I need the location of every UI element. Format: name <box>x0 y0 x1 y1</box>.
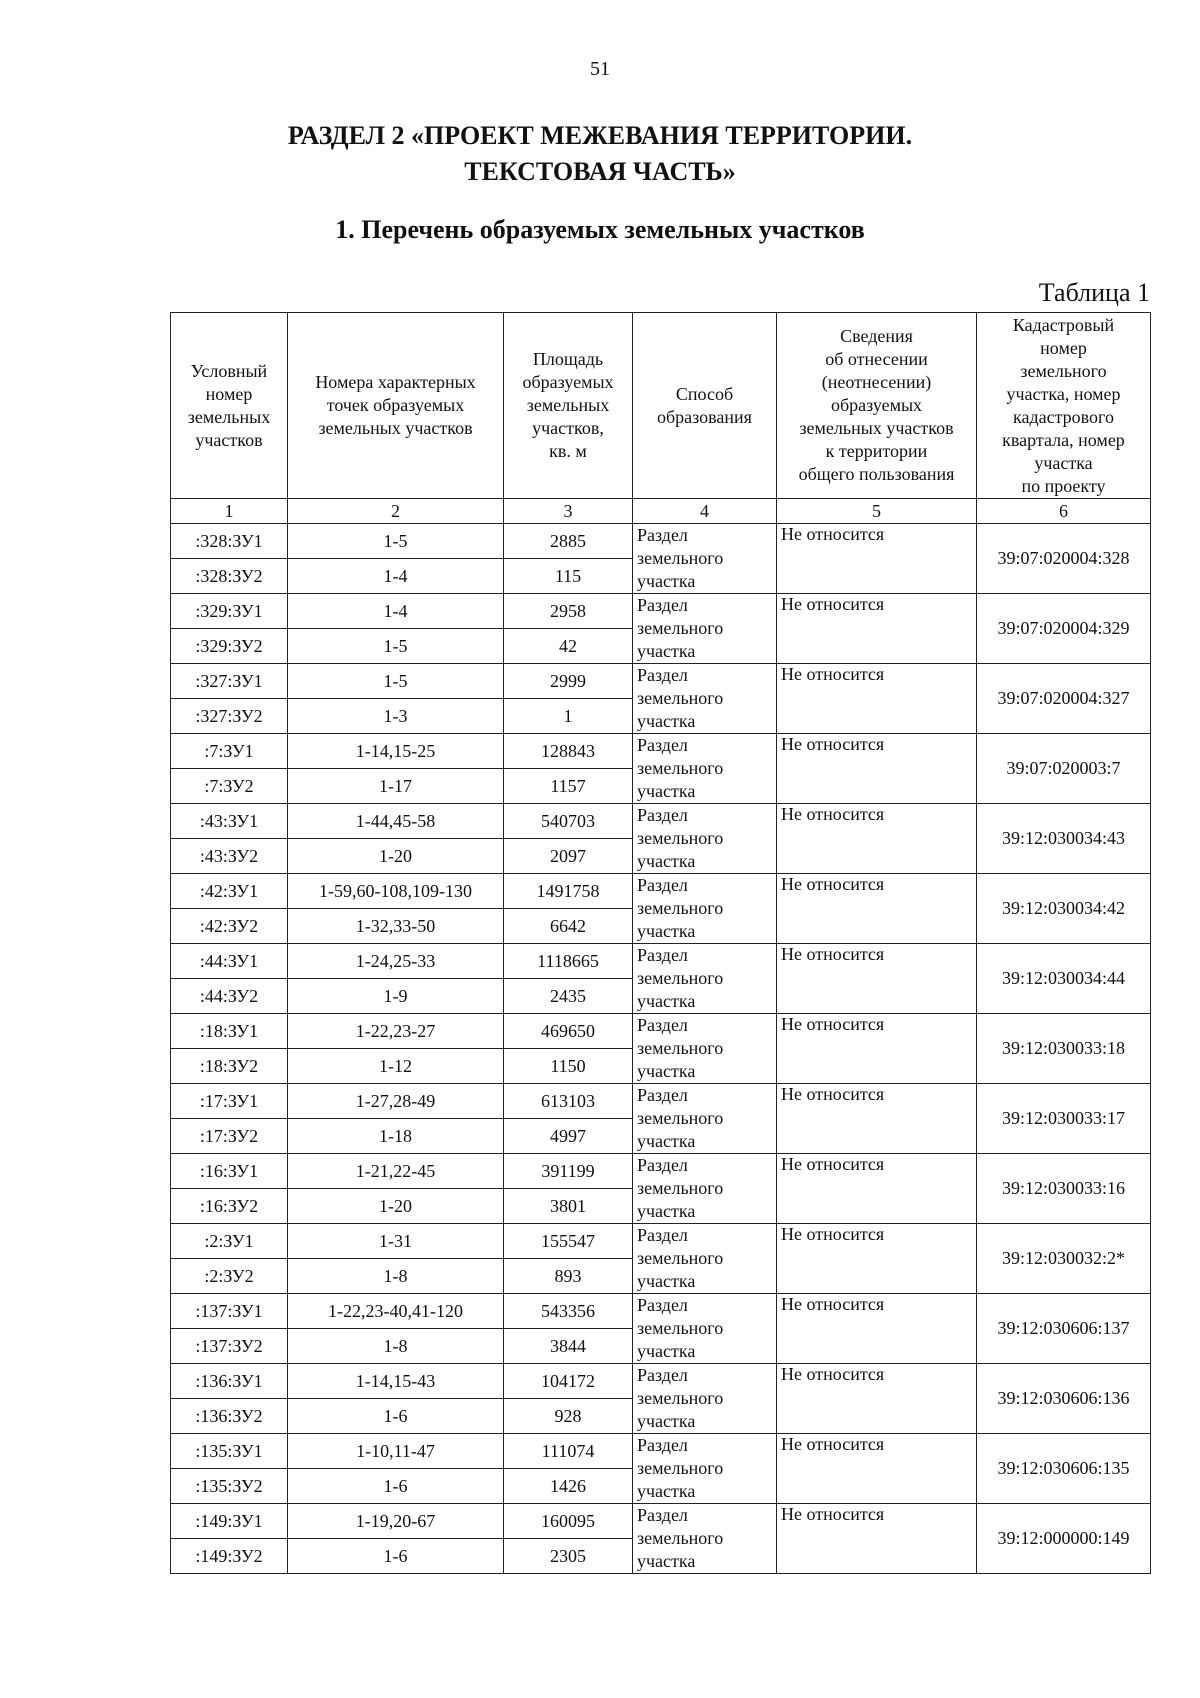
header-characteristic-points <box>288 313 504 499</box>
plot-id-cell: :135:ЗУ2 <box>171 1469 288 1504</box>
area-cell: 111074 <box>504 1434 633 1469</box>
points-cell: 1-19,20-67 <box>288 1504 504 1539</box>
formation-method-cell <box>633 1434 777 1504</box>
header-line: Способ <box>675 383 734 404</box>
area-cell: 155547 <box>504 1224 633 1259</box>
cadastral-number-cell: 39:12:030034:44 <box>977 944 1151 1014</box>
formation-method-line: участка <box>637 1131 696 1151</box>
area-cell: 4997 <box>504 1119 633 1154</box>
plot-id-cell: :136:ЗУ2 <box>171 1399 288 1434</box>
page-number: 51 <box>590 58 610 80</box>
area-cell: 2097 <box>504 839 633 874</box>
formation-method-cell <box>633 524 777 594</box>
column-number: 3 <box>504 499 633 524</box>
points-cell: 1-6 <box>288 1469 504 1504</box>
public-territory-status-cell: Не относится <box>777 524 977 594</box>
formation-method-line: Раздел <box>637 735 688 755</box>
area-cell: 1150 <box>504 1049 633 1084</box>
header-line: (неотнесении) <box>821 372 932 392</box>
column-number: 4 <box>633 499 777 524</box>
column-number-row <box>171 499 1151 524</box>
area-cell: 2999 <box>504 664 633 699</box>
formation-method-line: участка <box>637 781 696 801</box>
formation-method-line: земельного <box>637 618 724 638</box>
points-cell: 1-8 <box>288 1329 504 1364</box>
plot-id-cell: :18:ЗУ2 <box>171 1049 288 1084</box>
table-row <box>171 804 1151 839</box>
public-territory-status-cell: Не относится <box>777 944 977 1014</box>
area-cell: 469650 <box>504 1014 633 1049</box>
area-cell: 928 <box>504 1399 633 1434</box>
formation-method-line: земельного <box>637 1458 724 1478</box>
header-line: общего пользования <box>798 464 955 484</box>
points-cell: 1-22,23-40,41-120 <box>288 1294 504 1329</box>
public-territory-status-cell: Не относится <box>777 734 977 804</box>
public-territory-status-cell: Не относится <box>777 1084 977 1154</box>
plot-id-cell: :135:ЗУ1 <box>171 1434 288 1469</box>
formation-method-line: участка <box>637 1061 696 1081</box>
formation-method-line: земельного <box>637 968 724 988</box>
formation-method-line: участка <box>637 1411 696 1431</box>
formation-method-line: Раздел <box>637 1365 688 1385</box>
plot-id-cell: :42:ЗУ2 <box>171 909 288 944</box>
table-caption: Таблица 1 <box>1038 278 1150 307</box>
header-line: кв. м <box>549 441 587 461</box>
plot-id-cell: :327:ЗУ1 <box>171 664 288 699</box>
table-row <box>171 1014 1151 1049</box>
points-cell: 1-9 <box>288 979 504 1014</box>
header-line: участка, номер <box>1006 383 1121 404</box>
plot-id-cell: :44:ЗУ1 <box>171 944 288 979</box>
header-line: Номера характерных <box>315 372 476 392</box>
formation-method-line: Раздел <box>637 1505 688 1525</box>
area-cell: 2958 <box>504 594 633 629</box>
formation-method-cell <box>633 1084 777 1154</box>
plot-id-cell: :2:ЗУ1 <box>171 1224 288 1259</box>
formation-method-line: Раздел <box>637 1295 688 1315</box>
header-formation-method <box>633 313 777 499</box>
header-line: земельных <box>526 395 610 415</box>
formation-method-line: земельного <box>637 1178 724 1198</box>
public-territory-status-cell: Не относится <box>777 1014 977 1084</box>
cadastral-number-cell: 39:12:030606:136 <box>977 1364 1151 1434</box>
header-public-territory-info <box>777 313 977 499</box>
points-cell: 1-12 <box>288 1049 504 1084</box>
column-number: 1 <box>171 499 288 524</box>
table-row <box>171 1224 1151 1259</box>
public-territory-status-cell: Не относится <box>777 1504 977 1574</box>
formation-method-cell <box>633 944 777 1014</box>
public-territory-status-cell: Не относится <box>777 1434 977 1504</box>
formation-method-cell <box>633 1364 777 1434</box>
header-line: земельных участков <box>318 418 473 438</box>
cadastral-number-cell: 39:12:000000:149 <box>977 1504 1151 1574</box>
cadastral-number-cell: 39:12:030033:16 <box>977 1154 1151 1224</box>
area-cell: 128843 <box>504 734 633 769</box>
plot-id-cell: :327:ЗУ2 <box>171 699 288 734</box>
header-line: образуемых <box>522 372 614 392</box>
area-cell: 613103 <box>504 1084 633 1119</box>
cadastral-number-cell: 39:12:030034:42 <box>977 874 1151 944</box>
header-line: Площадь <box>532 349 604 369</box>
points-cell: 1-4 <box>288 594 504 629</box>
public-territory-status-cell: Не относится <box>777 1364 977 1434</box>
header-line: участков, <box>532 418 604 438</box>
points-cell: 1-31 <box>288 1224 504 1259</box>
header-line: образования <box>657 406 752 427</box>
formation-method-line: земельного <box>637 1388 724 1408</box>
area-cell: 160095 <box>504 1504 633 1539</box>
plot-id-cell: :328:ЗУ1 <box>171 524 288 559</box>
area-cell: 1157 <box>504 769 633 804</box>
cadastral-number-cell: 39:07:020004:329 <box>977 594 1151 664</box>
points-cell: 1-59,60-108,109-130 <box>288 874 504 909</box>
area-cell: 2435 <box>504 979 633 1014</box>
points-cell: 1-14,15-25 <box>288 734 504 769</box>
section-title <box>0 118 1200 190</box>
formation-method-line: земельного <box>637 758 724 778</box>
cadastral-number-cell: 39:12:030606:135 <box>977 1434 1151 1504</box>
header-line: Сведения <box>840 326 913 346</box>
plot-id-cell: :149:ЗУ2 <box>171 1539 288 1574</box>
formation-method-line: участка <box>637 921 696 941</box>
points-cell: 1-44,45-58 <box>288 804 504 839</box>
plot-id-cell: :328:ЗУ2 <box>171 559 288 594</box>
public-territory-status-cell: Не относится <box>777 664 977 734</box>
land-plots-table <box>170 312 1151 1574</box>
plot-id-cell: :137:ЗУ1 <box>171 1294 288 1329</box>
table-header-row <box>171 313 1151 499</box>
points-cell: 1-4 <box>288 559 504 594</box>
formation-method-cell <box>633 734 777 804</box>
points-cell: 1-6 <box>288 1399 504 1434</box>
plot-id-cell: :17:ЗУ1 <box>171 1084 288 1119</box>
formation-method-cell <box>633 804 777 874</box>
cadastral-number-cell: 39:12:030033:18 <box>977 1014 1151 1084</box>
formation-method-line: участка <box>637 851 696 871</box>
area-cell: 3844 <box>504 1329 633 1364</box>
header-cadastral-number <box>977 313 1151 499</box>
plot-id-cell: :17:ЗУ2 <box>171 1119 288 1154</box>
points-cell: 1-24,25-33 <box>288 944 504 979</box>
header-line: по проекту <box>1021 475 1106 496</box>
header-line: кадастрового <box>1013 406 1114 427</box>
public-territory-status-cell: Не относится <box>777 874 977 944</box>
area-cell: 115 <box>504 559 633 594</box>
plot-id-cell: :7:ЗУ1 <box>171 734 288 769</box>
header-line: земельного <box>1020 360 1107 381</box>
plot-id-cell: :329:ЗУ2 <box>171 629 288 664</box>
plot-id-cell: :137:ЗУ2 <box>171 1329 288 1364</box>
plot-id-cell: :16:ЗУ2 <box>171 1189 288 1224</box>
formation-method-cell <box>633 594 777 664</box>
formation-method-line: участка <box>637 991 696 1011</box>
area-cell: 543356 <box>504 1294 633 1329</box>
points-cell: 1-5 <box>288 524 504 559</box>
table-row <box>171 1084 1151 1119</box>
cadastral-number-cell: 39:07:020004:328 <box>977 524 1151 594</box>
area-cell: 893 <box>504 1259 633 1294</box>
area-cell: 42 <box>504 629 633 664</box>
table-row <box>171 1294 1151 1329</box>
header-line: точек образуемых <box>326 395 465 415</box>
header-line: квартала, номер <box>1002 429 1125 450</box>
plot-id-cell: :7:ЗУ2 <box>171 769 288 804</box>
cadastral-number-cell: 39:12:030606:137 <box>977 1294 1151 1364</box>
plot-id-cell: :43:ЗУ1 <box>171 804 288 839</box>
header-line: об отнесении <box>825 349 928 369</box>
formation-method-line: земельного <box>637 688 724 708</box>
public-territory-status-cell: Не относится <box>777 1154 977 1224</box>
table-row <box>171 1364 1151 1399</box>
table-row <box>171 1434 1151 1469</box>
area-cell: 104172 <box>504 1364 633 1399</box>
points-cell: 1-10,11-47 <box>288 1434 504 1469</box>
header-line: образуемых <box>830 395 923 415</box>
table-row <box>171 734 1151 769</box>
plot-id-cell: :44:ЗУ2 <box>171 979 288 1014</box>
formation-method-cell <box>633 1154 777 1224</box>
points-cell: 1-14,15-43 <box>288 1364 504 1399</box>
formation-method-line: участка <box>637 1271 696 1291</box>
table-row <box>171 524 1151 559</box>
points-cell: 1-27,28-49 <box>288 1084 504 1119</box>
formation-method-line: земельного <box>637 548 724 568</box>
formation-method-line: участка <box>637 1481 696 1501</box>
public-territory-status-cell: Не относится <box>777 1224 977 1294</box>
formation-method-line: Раздел <box>637 1225 688 1245</box>
points-cell: 1-17 <box>288 769 504 804</box>
points-cell: 1-6 <box>288 1539 504 1574</box>
header-line: земельных участков <box>799 418 954 438</box>
formation-method-line: Раздел <box>637 1085 688 1105</box>
points-cell: 1-20 <box>288 1189 504 1224</box>
area-cell: 1118665 <box>504 944 633 979</box>
table-row <box>171 1154 1151 1189</box>
table-row <box>171 1504 1151 1539</box>
header-area <box>504 313 633 499</box>
plot-id-cell: :42:ЗУ1 <box>171 874 288 909</box>
header-line: участков <box>195 429 263 450</box>
table-body <box>171 524 1151 1574</box>
cadastral-number-cell: 39:12:030032:2* <box>977 1224 1151 1294</box>
area-cell: 2305 <box>504 1539 633 1574</box>
public-territory-status-cell: Не относится <box>777 594 977 664</box>
table-row <box>171 594 1151 629</box>
formation-method-line: участка <box>637 571 696 591</box>
header-line: номер <box>1040 337 1087 358</box>
formation-method-line: Раздел <box>637 805 688 825</box>
formation-method-line: Раздел <box>637 595 688 615</box>
formation-method-line: земельного <box>637 1038 724 1058</box>
formation-method-line: участка <box>637 1551 696 1571</box>
column-number: 5 <box>777 499 977 524</box>
area-cell: 6642 <box>504 909 633 944</box>
points-cell: 1-18 <box>288 1119 504 1154</box>
area-cell: 1426 <box>504 1469 633 1504</box>
formation-method-line: Раздел <box>637 1155 688 1175</box>
public-territory-status-cell: Не относится <box>777 804 977 874</box>
area-cell: 1491758 <box>504 874 633 909</box>
area-cell: 540703 <box>504 804 633 839</box>
formation-method-line: участка <box>637 1341 696 1361</box>
formation-method-line: земельного <box>637 1528 724 1548</box>
formation-method-line: участка <box>637 711 696 731</box>
formation-method-cell <box>633 664 777 734</box>
formation-method-line: Раздел <box>637 525 688 545</box>
public-territory-status-cell: Не относится <box>777 1294 977 1364</box>
formation-method-cell <box>633 1294 777 1364</box>
area-cell: 1 <box>504 699 633 734</box>
formation-method-line: земельного <box>637 898 724 918</box>
points-cell: 1-3 <box>288 699 504 734</box>
header-line: земельных <box>187 406 271 427</box>
plot-id-cell: :2:ЗУ2 <box>171 1259 288 1294</box>
formation-method-line: участка <box>637 1201 696 1221</box>
header-line: номер <box>205 383 253 404</box>
area-cell: 391199 <box>504 1154 633 1189</box>
formation-method-line: земельного <box>637 1248 724 1268</box>
formation-method-line: Раздел <box>637 1435 688 1455</box>
formation-method-cell <box>633 1504 777 1574</box>
formation-method-line: Раздел <box>637 945 688 965</box>
section-title-line: РАЗДЕЛ 2 «ПРОЕКТ МЕЖЕВАНИЯ ТЕРРИТОРИИ. <box>287 121 913 150</box>
points-cell: 1-22,23-27 <box>288 1014 504 1049</box>
plot-id-cell: :43:ЗУ2 <box>171 839 288 874</box>
formation-method-line: Раздел <box>637 665 688 685</box>
section-title-line: ТЕКСТОВАЯ ЧАСТЬ» <box>464 157 736 186</box>
plot-id-cell: :136:ЗУ1 <box>171 1364 288 1399</box>
points-cell: 1-32,33-50 <box>288 909 504 944</box>
header-conditional-number <box>171 313 288 499</box>
formation-method-line: земельного <box>637 1108 724 1128</box>
table-row <box>171 944 1151 979</box>
area-cell: 3801 <box>504 1189 633 1224</box>
cadastral-number-cell: 39:12:030034:43 <box>977 804 1151 874</box>
cadastral-number-cell: 39:12:030033:17 <box>977 1084 1151 1154</box>
formation-method-line: земельного <box>637 828 724 848</box>
points-cell: 1-5 <box>288 664 504 699</box>
formation-method-cell <box>633 874 777 944</box>
cadastral-number-cell: 39:07:020003:7 <box>977 734 1151 804</box>
header-line: участка <box>1034 452 1093 473</box>
header-line: к территории <box>825 441 928 461</box>
formation-method-line: участка <box>637 641 696 661</box>
formation-method-line: земельного <box>637 1318 724 1338</box>
points-cell: 1-21,22-45 <box>288 1154 504 1189</box>
plot-id-cell: :149:ЗУ1 <box>171 1504 288 1539</box>
points-cell: 1-5 <box>288 629 504 664</box>
area-cell: 2885 <box>504 524 633 559</box>
formation-method-line: Раздел <box>637 1015 688 1035</box>
plot-id-cell: :329:ЗУ1 <box>171 594 288 629</box>
points-cell: 1-8 <box>288 1259 504 1294</box>
list-title: 1. Перечень образуемых земельных участков <box>335 215 865 244</box>
header-line: Условный <box>190 360 268 381</box>
formation-method-cell <box>633 1224 777 1294</box>
header-line: Кадастровый <box>1012 314 1115 335</box>
plot-id-cell: :16:ЗУ1 <box>171 1154 288 1189</box>
table-row <box>171 874 1151 909</box>
points-cell: 1-20 <box>288 839 504 874</box>
formation-method-cell <box>633 1014 777 1084</box>
cadastral-number-cell: 39:07:020004:327 <box>977 664 1151 734</box>
formation-method-line: Раздел <box>637 875 688 895</box>
table-row <box>171 664 1151 699</box>
plot-id-cell: :18:ЗУ1 <box>171 1014 288 1049</box>
column-number: 6 <box>977 499 1151 524</box>
column-number: 2 <box>288 499 504 524</box>
